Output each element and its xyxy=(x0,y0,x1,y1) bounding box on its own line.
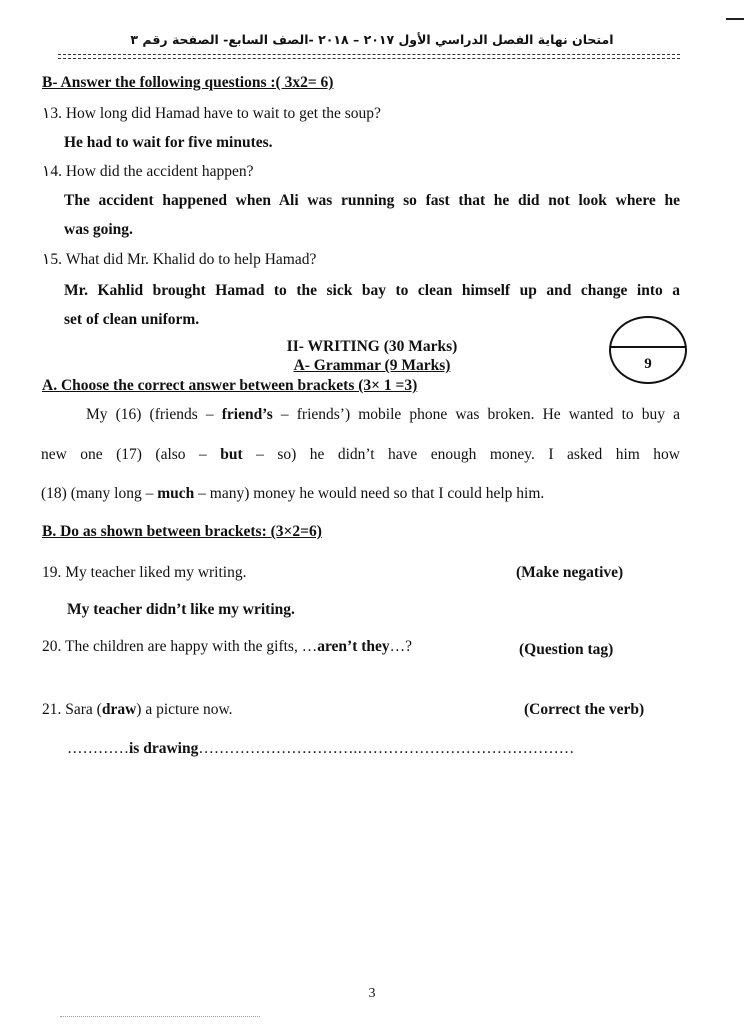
answer-18: much xyxy=(157,485,195,502)
answer-21-dots-pre: ………… xyxy=(67,740,129,757)
section-b-title: B- Answer the following questions :( 3x2= 6) xyxy=(42,74,334,91)
question-13-text: How long did Hamad have to wait to get the soup? xyxy=(65,105,381,122)
answer-16: friend’s xyxy=(221,406,273,423)
line2-text-pre: new one (17) (also – xyxy=(41,446,221,463)
line3-text-pre: (18) (many long – xyxy=(41,485,158,502)
question-13 xyxy=(42,104,381,123)
part-a-line2 xyxy=(41,446,680,464)
grammar-title: A- Grammar (9 Marks) xyxy=(293,357,451,374)
page-number: 3 xyxy=(368,986,376,1001)
part-a-title: A. Choose the correct answer between brackets (3× 1 =3) xyxy=(42,377,418,394)
answer-13: He had to wait for five minutes. xyxy=(64,134,273,151)
instruction-19: (Make negative) xyxy=(516,564,624,581)
question-20-text: 20. The children are happy with the gifts, … xyxy=(42,638,318,655)
question-21 xyxy=(42,701,233,719)
question-14-text: How did the accident happen? xyxy=(65,163,254,180)
page-header: امتحان نهاية الفصل الدراسي الأول ٢٠١٧ – ٢٠١٨ -الصف السابع- الصفحة رقم ٣ xyxy=(130,32,614,47)
line3-text-post: – many) money he would need so that I could help him. xyxy=(194,485,545,502)
question-20-end: …? xyxy=(389,638,413,655)
question-21-text-post: ) a picture now. xyxy=(136,701,233,718)
instruction-20: (Question tag) xyxy=(519,641,614,658)
bottom-scan-line xyxy=(60,1016,260,1017)
header-divider xyxy=(58,54,680,59)
line1-text-pre: My (16) (friends – xyxy=(86,406,222,423)
question-15-text: What did Mr. Khalid do to help Hamad? xyxy=(65,251,317,268)
answer-15-line1: Mr. Kahlid brought Hamad to the sick bay to clean himself up and change into a xyxy=(64,282,680,299)
answer-21 xyxy=(67,740,574,758)
answer-21-verb: is drawing xyxy=(129,740,199,757)
question-21-verb: draw xyxy=(101,701,137,718)
question-15 xyxy=(42,250,316,269)
part-a-line3 xyxy=(41,485,544,503)
answer-14-line2: was going. xyxy=(64,221,133,238)
score-circle xyxy=(609,316,687,384)
answer-21-dots-post: ………………………….…………………………………… xyxy=(198,740,575,757)
answer-19: My teacher didn’t like my writing. xyxy=(67,601,295,618)
score-value: 9 xyxy=(644,356,652,372)
part-b-title: B. Do as shown between brackets: (3×2=6) xyxy=(42,523,322,540)
score-circle-divider xyxy=(611,346,685,348)
question-15-number: ١5. xyxy=(42,251,62,268)
question-20 xyxy=(42,638,412,656)
writing-title: II- WRITING (30 Marks) xyxy=(286,338,458,355)
line2-text-post: – so) he didn’t have enough money. I asked him how xyxy=(242,446,681,463)
question-21-text-pre: 21. Sara ( xyxy=(42,701,102,718)
instruction-21: (Correct the verb) xyxy=(524,701,645,718)
scan-edge-mark xyxy=(726,18,744,20)
question-14-number: ١4. xyxy=(42,163,62,180)
question-13-number: ١3. xyxy=(42,105,62,122)
question-19: 19. My teacher liked my writing. xyxy=(42,564,247,581)
answer-14-line1: The accident happened when Ali was running so fast that he did not look where he xyxy=(64,192,680,209)
answer-17: but xyxy=(220,446,243,463)
line1-text-post: – friends’) mobile phone was broken. He wanted to buy a xyxy=(272,406,680,423)
answer-20: aren’t they xyxy=(317,638,390,655)
question-14 xyxy=(42,162,253,181)
part-a-line1 xyxy=(86,406,680,424)
answer-15-line2: set of clean uniform. xyxy=(64,311,200,328)
